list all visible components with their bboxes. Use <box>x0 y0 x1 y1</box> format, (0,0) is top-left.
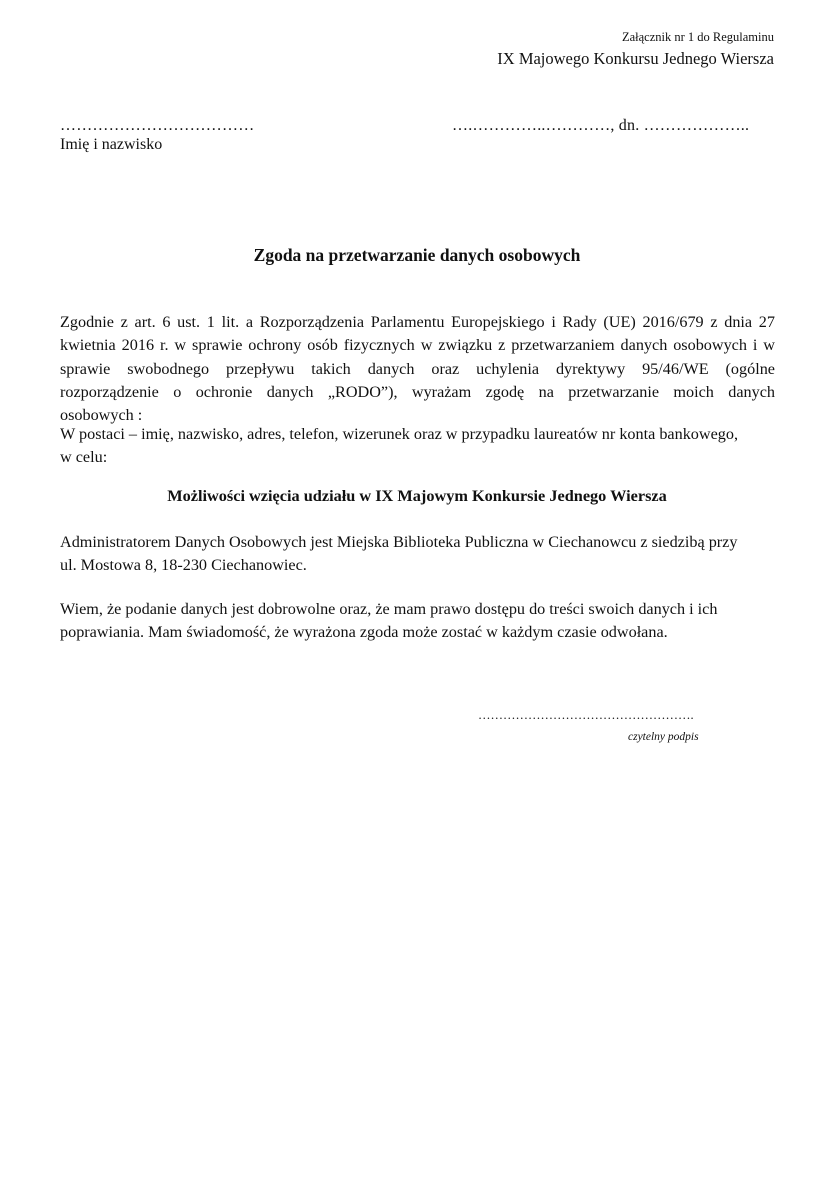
paragraph-line: w celu: <box>60 448 108 467</box>
paragraph-line: Wiem, że podanie danych jest dobrowolne oraz, że mam prawo dostępu do treści swoich danych i ich <box>60 600 718 618</box>
paragraph-line: ul. Mostowa 8, 18-230 Ciechanowiec. <box>60 556 307 575</box>
signature-label: czytelny podpis <box>628 731 699 743</box>
paragraph-line: rozporządzenie o ochronie danych „RODO”), wyrażam zgodę na przetwarzanie moich danych <box>60 382 775 401</box>
legal-basis-paragraph <box>60 311 775 427</box>
administrator-paragraph <box>60 531 775 578</box>
paragraph-line: W postaci – imię, nazwisko, adres, telefon, wizerunek oraz w przypadku laureatów nr konta bankowego, <box>60 425 738 443</box>
contest-name-header: IX Majowego Konkursu Jednego Wiersza <box>497 49 774 68</box>
name-label: Imię i nazwisko <box>60 136 163 153</box>
signature-fill-line[interactable]: ……………………………………………. <box>478 708 694 722</box>
rights-paragraph <box>60 598 775 645</box>
paragraph-line: poprawiania. Mam świadomość, że wyrażona zgoda może zostać w każdym czasie odwołana. <box>60 623 668 642</box>
paragraph-line: sprawie swobodnego przepływu takich danych oraz uchylenia dyrektywy 95/46/WE (ogólne <box>60 359 775 378</box>
paragraph-line: Zgodnie z art. 6 ust. 1 lit. a Rozporządzenia Parlamentu Europejskiego i Rady (UE) 2016/679 z dnia 27 <box>60 313 775 331</box>
paragraph-line: Administratorem Danych Osobowych jest Miejska Biblioteka Publiczna w Ciechanowcu z siedzibą przy <box>60 533 738 551</box>
name-fill-line[interactable]: ……………………………… <box>60 117 255 134</box>
paragraph-line: osobowych : <box>60 406 143 425</box>
annex-reference: Załącznik nr 1 do Regulaminu <box>621 30 774 44</box>
data-scope-paragraph <box>60 423 775 470</box>
document-title: Zgoda na przetwarzanie danych osobowych <box>253 245 581 265</box>
paragraph-line: kwietnia 2016 r. w sprawie ochrony osób fizycznych w związku z przetwarzaniem danych osobowych i w <box>60 336 775 355</box>
place-date-fill-line[interactable]: ….…………..…………, dn. ……………….. <box>452 117 750 134</box>
purpose-heading: Możliwości wzięcia udziału w IX Majowym Konkursie Jednego Wiersza <box>167 486 667 505</box>
